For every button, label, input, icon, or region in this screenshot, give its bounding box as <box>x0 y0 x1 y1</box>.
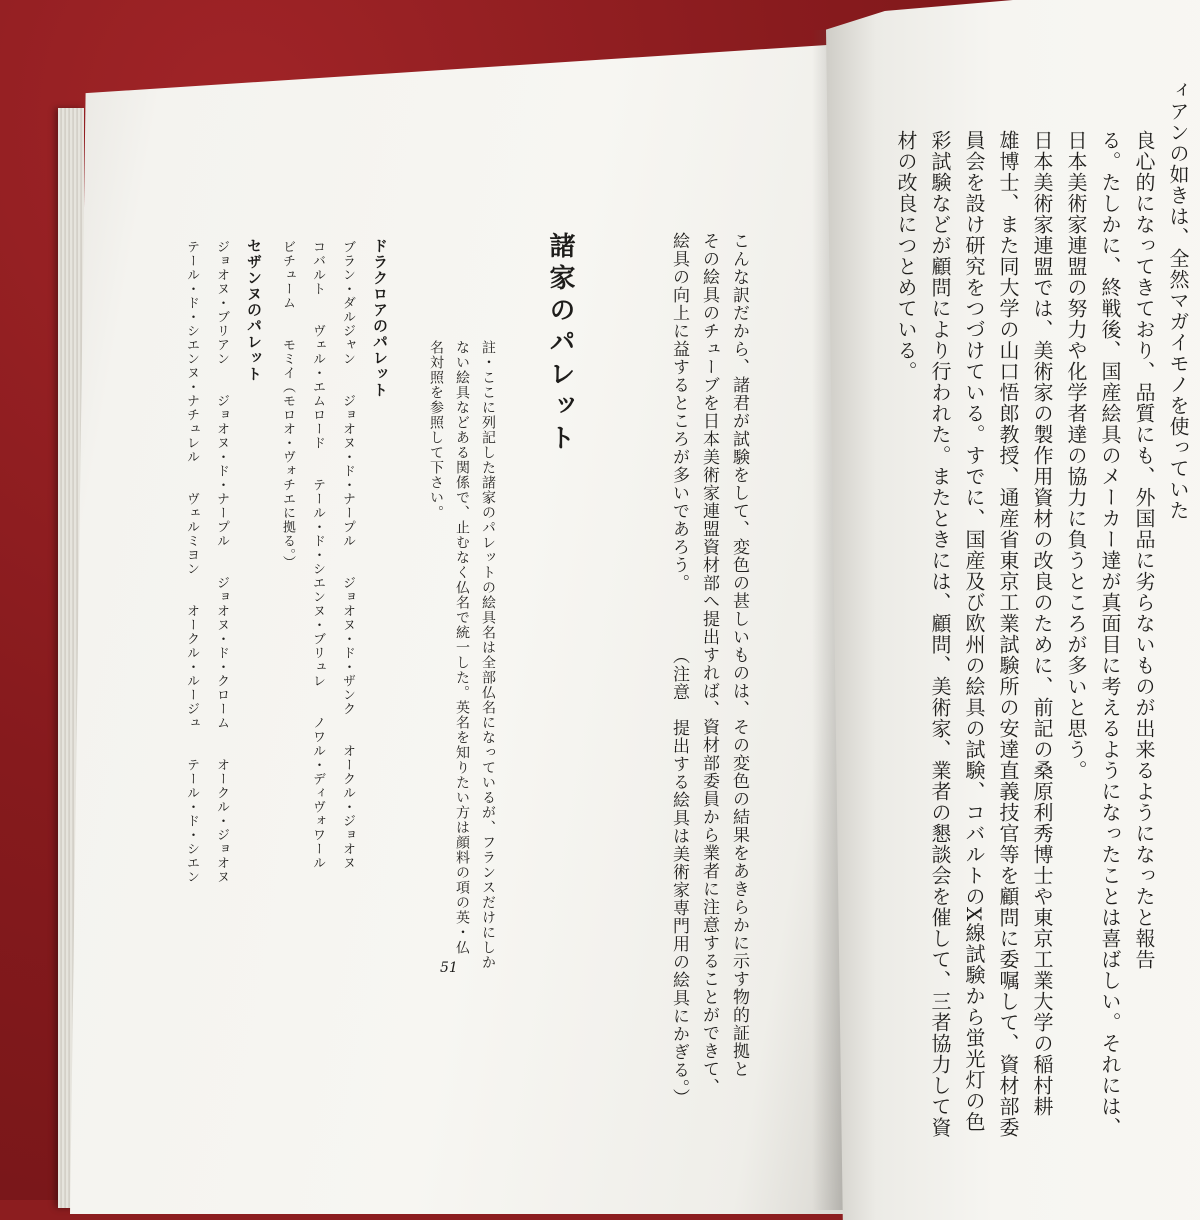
cezanne-heading: セザンヌのパレット <box>245 238 263 382</box>
section-heading: 諸家のパレット <box>545 232 575 456</box>
right-text-column-7: 員会を設け研究をつづけている。すでに、国産及び欧州の絵具の試験、コバルトのX線試験から蛍光灯の色 <box>962 130 986 1133</box>
delacroix-heading: ドラクロアのパレット <box>371 238 389 398</box>
cezanne-row-2: テール・ド・シエンヌ・ナチュレル ヴェルミヨン オークル・ルージュ テール・ド・シエン <box>184 240 199 884</box>
delacroix-row-1: ブラン・ダルジャン ジョオヌ・ド・ナープル ジョオヌ・ド・ザンク オークル・ジョオヌ <box>340 240 355 870</box>
intro-line-2: その絵具のチューブを日本美術家連盟資材部へ提出すれば、資材部委員から業者に注意することができて、 <box>699 232 719 1096</box>
right-text-column-8: 彩試験などが顧問により行われた。またときには、顧問、美術家、業者の懇談会を催して、三者協力して資 <box>928 130 952 1138</box>
note-line-1: 註・ここに列記した諸家のパレットの絵具名は全部仏名になっているが、フランスだけにしか <box>480 340 496 970</box>
cezanne-row-1: ジョオヌ・ブリアン ジョオヌ・ド・ナープル ジョオヌ・ド・クローム オークル・ジョオヌ <box>214 240 229 884</box>
right-text-column-1: ィアンの如きは、全然マガイモノを使っていた <box>1166 80 1190 521</box>
right-text-column-9: 材の改良につとめている。 <box>894 130 918 382</box>
note-line-2: ない絵具などある関係で、止むなく仏名で統一した。英名を知りたい方は顔料の項の英・仏 <box>454 340 470 955</box>
right-text-column-4: 日本美術家連盟の努力や化学者達の協力に負うところが多いと思う。 <box>1064 130 1088 781</box>
delacroix-row-2: コバルト ヴェル・エムロード テール・ド・シエンヌ・ブリュレ ノワル・ディヴォワール <box>310 240 325 870</box>
right-text-column-5: 日本美術家連盟では、美術家の製作用資材の改良のために、前記の桑原利秀博士や東京工業大学の稲村耕 <box>1030 130 1054 1117</box>
right-text-column-6: 雄博士、また同大学の山口悟郎教授、通産省東京工業試験所の安達直義技官等を顧問に委嘱して、資材部委 <box>996 130 1020 1138</box>
intro-line-3: 絵具の向上に益するところが多いであろう。 （注意 提出する絵具は美術家専門用の絵具にかぎる。） <box>669 232 689 1107</box>
right-text-column-2: 良心的になってきており、品質にも、外国品に劣らないものが出来るようになったと報告 <box>1132 130 1156 970</box>
intro-line-1: こんな訳だから、諸君が試験をして、変色の甚しいものは、その変色の結果をあきらかに示す物的証拠と <box>729 232 749 1078</box>
delacroix-row-3: ビチューム モミイ（モロオ・ヴォチエに拠る。） <box>280 240 295 570</box>
note-line-3: 名対照を参照して下さい。 <box>428 340 444 520</box>
right-text-column-3: る。たしかに、終戦後、国産絵具のメーカー達が真面目に考えるようになったことは喜ばしい。それには、 <box>1098 130 1122 1138</box>
page-number: 51 <box>440 960 458 976</box>
